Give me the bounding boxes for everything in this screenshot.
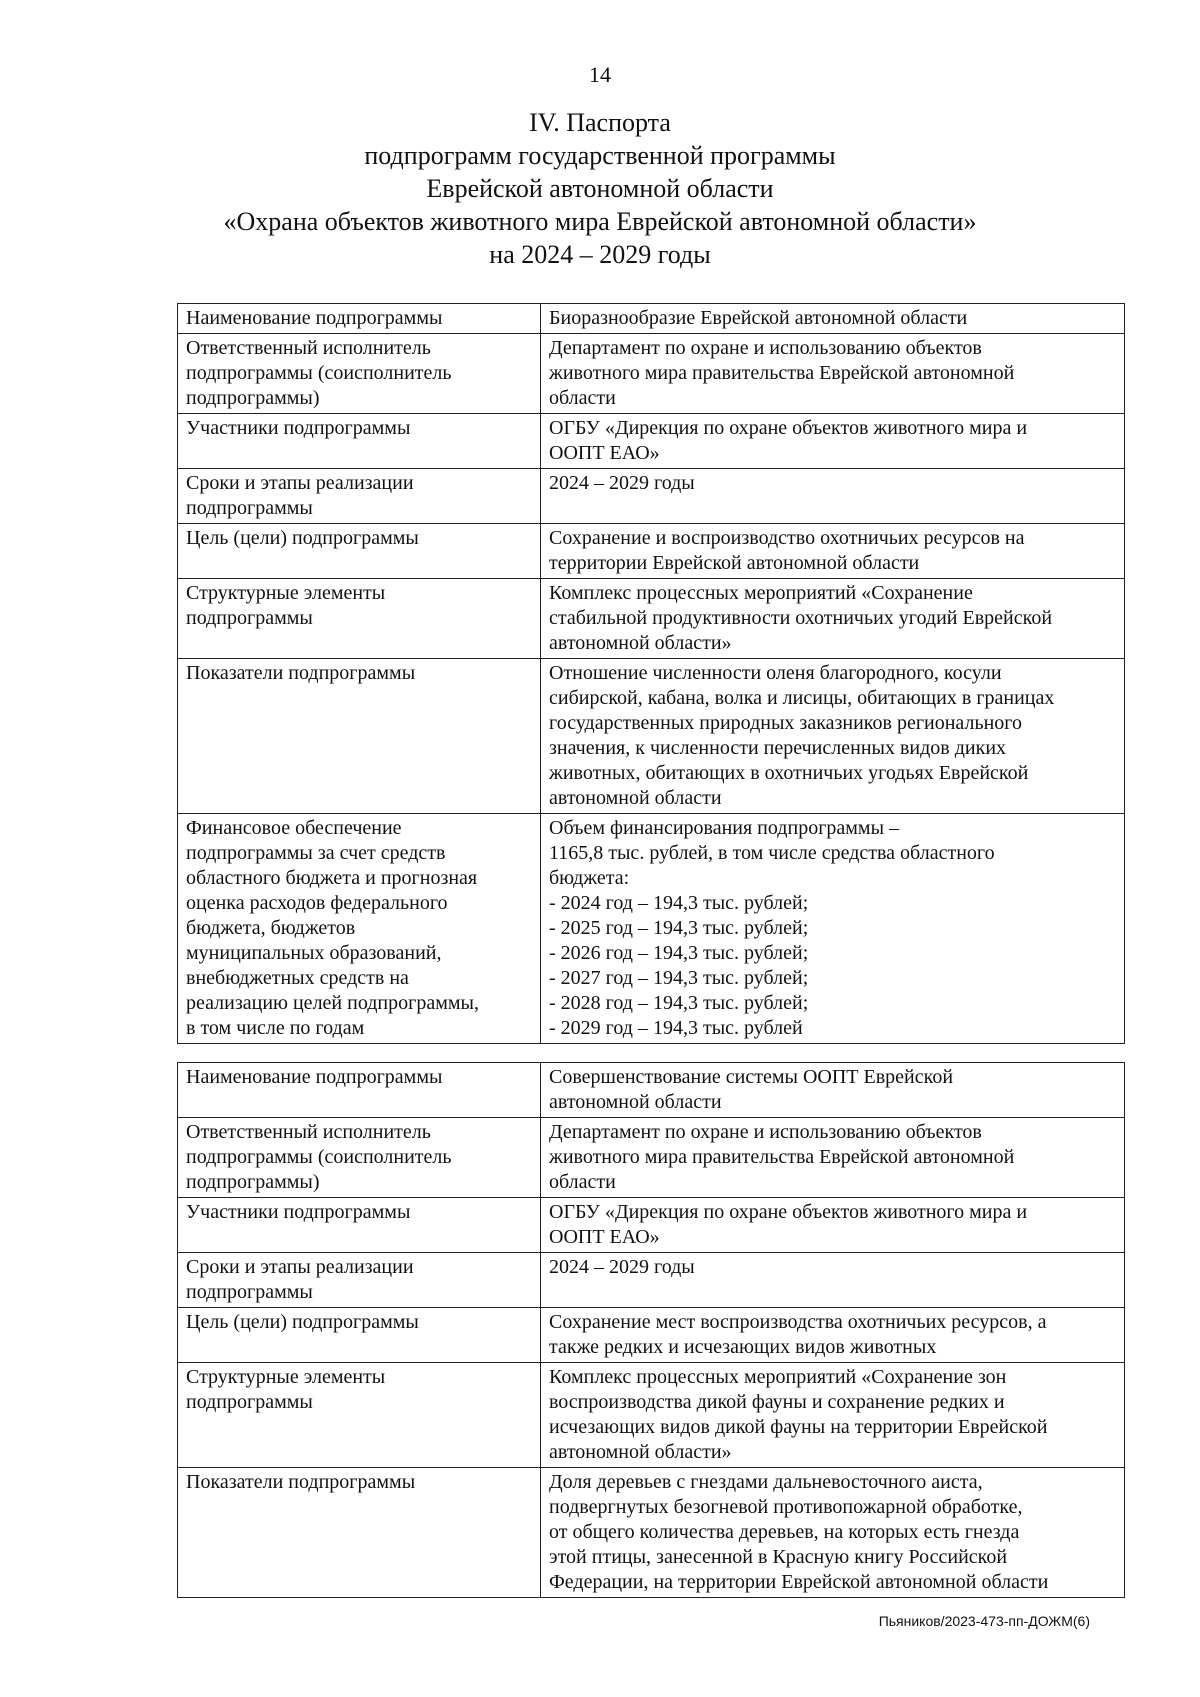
table-row: [178, 524, 1125, 579]
row-label-cell: Сроки и этапы реализации подпрограммы: [178, 469, 541, 524]
heading-line: «Охрана объектов животного мира Еврейской автономной области»: [223, 207, 977, 236]
row-value-cell: Совершенствование системы ООПТ Еврейской автономной области: [541, 1063, 1125, 1118]
row-value-cell: Отношение численности оленя благородного, косули сибирской, кабана, волка и лисицы, обитающих в границах государственных природных заказников регионального значения, к численности перечисленных видов диких животных, обитающих в охотничьих угодьях Еврейской автономной области: [541, 659, 1125, 814]
row-label-cell: Структурные элементы подпрограммы: [178, 1363, 541, 1468]
table-row: [178, 1118, 1125, 1198]
heading-line: подпрограмм государственной программы: [364, 141, 836, 170]
table-row: [178, 469, 1125, 524]
table-row: [178, 814, 1125, 1044]
document-registration-code: Пьяников/2023-473-пп-ДОЖМ(6): [878, 1613, 1090, 1629]
table-row: [178, 579, 1125, 659]
section-heading: [0, 106, 1200, 271]
row-label-cell: Цель (цели) подпрограммы: [178, 524, 541, 579]
row-value-cell: 2024 – 2029 годы: [541, 1253, 1125, 1308]
row-label-cell: Сроки и этапы реализации подпрограммы: [178, 1253, 541, 1308]
row-value-cell: Объем финансирования подпрограммы – 1165,8 тыс. рублей, в том числе средства областного бюджета: - 2024 год – 194,3 тыс. рублей; - 2025 год – 194,3 тыс. рублей; - 2026 год – 194,3 тыс. рублей; - 2027 год – 194,3 тыс. рублей; - 2028 год – 194,3 тыс. рублей; - 2029 год – 194,3 тыс. рублей: [541, 814, 1125, 1044]
table-row: [178, 414, 1125, 469]
table-row: [178, 659, 1125, 814]
row-label-cell: Ответственный исполнитель подпрограммы (соисполнитель подпрограммы): [178, 1118, 541, 1198]
row-value-cell: Биоразнообразие Еврейской автономной области: [541, 304, 1125, 334]
subprogram-passport-table-biodiversity: [177, 303, 1125, 1044]
row-value-cell: Комплекс процессных мероприятий «Сохранение стабильной продуктивности охотничьих угодий Еврейской автономной области»: [541, 579, 1125, 659]
row-label-cell: Показатели подпрограммы: [178, 659, 541, 814]
row-label-cell: Структурные элементы подпрограммы: [178, 579, 541, 659]
row-value-cell: Доля деревьев с гнездами дальневосточного аиста, подвергнутых безогневой противопожарной обработке, от общего количества деревьев, на которых есть гнезда этой птицы, занесенной в Красную книгу Российской Федерации, на территории Еврейской автономной области: [541, 1468, 1125, 1598]
table-row: [178, 1308, 1125, 1363]
row-value-cell: 2024 – 2029 годы: [541, 469, 1125, 524]
row-label-cell: Участники подпрограммы: [178, 1198, 541, 1253]
table-row: [178, 1063, 1125, 1118]
row-value-cell: Комплекс процессных мероприятий «Сохранение зон воспроизводства дикой фауны и сохранение редких и исчезающих видов дикой фауны на территории Еврейской автономной области»: [541, 1363, 1125, 1468]
row-value-cell: ОГБУ «Дирекция по охране объектов животного мира и ООПТ ЕАО»: [541, 1198, 1125, 1253]
row-value-cell: Департамент по охране и использованию объектов животного мира правительства Еврейской автономной области: [541, 334, 1125, 414]
row-value-cell: ОГБУ «Дирекция по охране объектов животного мира и ООПТ ЕАО»: [541, 414, 1125, 469]
row-label-cell: Участники подпрограммы: [178, 414, 541, 469]
row-label-cell: Наименование подпрограммы: [178, 304, 541, 334]
subprogram-passport-table-protected-areas: [177, 1062, 1125, 1598]
heading-line: IV. Паспорта: [529, 108, 671, 137]
row-label-cell: Цель (цели) подпрограммы: [178, 1308, 541, 1363]
row-value-cell: Сохранение мест воспроизводства охотничьих ресурсов, а также редких и исчезающих видов животных: [541, 1308, 1125, 1363]
table-row: [178, 1253, 1125, 1308]
table-row: [178, 1468, 1125, 1598]
row-label-cell: Ответственный исполнитель подпрограммы (соисполнитель подпрограммы): [178, 334, 541, 414]
row-label-cell: Финансовое обеспечение подпрограммы за счет средств областного бюджета и прогнозная оценка расходов федерального бюджета, бюджетов муниципальных образований, внебюджетных средств на реализацию целей подпрограммы, в том числе по годам: [178, 814, 541, 1044]
page-number: 14: [589, 62, 611, 87]
table-row: [178, 1363, 1125, 1468]
row-value-cell: Сохранение и воспроизводство охотничьих ресурсов на территории Еврейской автономной области: [541, 524, 1125, 579]
table-row: [178, 1198, 1125, 1253]
row-label-cell: Наименование подпрограммы: [178, 1063, 541, 1118]
table-row: [178, 304, 1125, 334]
row-value-cell: Департамент по охране и использованию объектов животного мира правительства Еврейской автономной области: [541, 1118, 1125, 1198]
heading-line: Еврейской автономной области: [426, 174, 774, 203]
row-label-cell: Показатели подпрограммы: [178, 1468, 541, 1598]
table-row: [178, 334, 1125, 414]
heading-line: на 2024 – 2029 годы: [489, 240, 711, 269]
